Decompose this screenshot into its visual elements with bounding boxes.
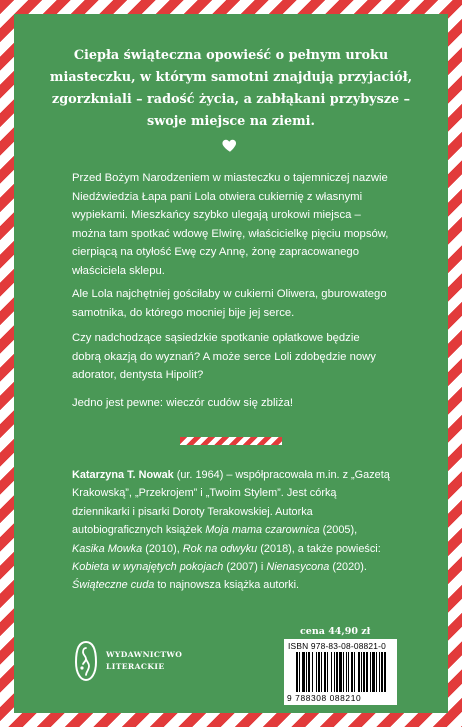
barcode-bar [312,652,313,692]
barcode-bar [336,652,338,692]
publisher-logo-icon [72,640,100,682]
description-paragraph: Jedno jest pewne: wieczór cudów się zbliża! [72,397,294,409]
bio-text: (ur. 1964) – współpracowała m.in. z „Gazetą Krakowską”, „Przekrojem” i „Twoim Stylem”. Jest córką dziennikarki i pisarki Doroty Terakowskiej. Autorka autobiograficznych książek [72,469,390,537]
barcode-bar [334,652,335,692]
barcode-bar [366,652,368,692]
barcode-bar [376,652,377,692]
barcode-bar [324,652,326,692]
barcode-bar [296,652,298,692]
barcode-bar [346,652,347,692]
book-title: Nienasycona [266,561,330,574]
book-title: Kasika Mowka [72,542,143,555]
publisher-name-line: LITERACKIE [106,662,165,671]
heart-icon [221,136,239,154]
striped-divider [180,437,282,445]
barcode-bar [361,652,362,692]
barcode-bar [343,652,344,692]
author-bio [72,466,390,595]
barcode-bar [358,652,360,692]
barcode-bar [363,652,365,692]
barcode-bar [384,652,386,692]
bio-text: (2010), [142,542,183,555]
barcode-bar [372,652,375,692]
bio-text: (2007) i [223,561,267,574]
barcode-bar [306,652,307,692]
barcode-bar [351,652,353,692]
bio-text: (2005), [319,524,358,537]
barcode-bar [302,652,305,692]
barcode-bar [318,652,320,692]
description-paragraph: Czy nadchodzące sąsiedzkie spotkanie opłatkowe będzie dobrą okazją do wyznań? A może serce Loli zdobędzie nowy adorator, dentysta Hipolit? [72,332,376,382]
barcode-bar [331,652,332,692]
barcode-bar [370,652,371,692]
barcode-bar [379,652,380,692]
publisher-block [72,640,222,680]
barcode-bar [327,652,328,692]
barcode-panel [284,639,397,705]
book-title: Świąteczne cuda [72,579,155,592]
description-paragraph: Przed Bożym Narodzeniem w miasteczku o tajemniczej nazwie Niedźwiedzia Łapa pani Lola otwiera cukiernię z własnymi wypiekami. Mieszkańcy szybko ulegają urokowi miejsca – można tam spotkać wdowę Elwirę, właścicielkę pięciu mopsów, cierpiącą na otyłość Ewę czy Annę, żonę zapracowanego właściciela sklepu. [72,172,389,277]
barcode-icon [296,652,394,692]
barcode-bar [354,652,355,692]
barcode-bar [339,652,342,692]
barcode-digits: 9 788308 088210 [287,693,362,703]
bio-text: to najnowsza książka autorki. [154,579,300,592]
barcode-bar [316,652,317,692]
blurb-text: Ciepła świąteczna opowieść o pełnym uroku miasteczku, w którym samotni znajdują przyjaciół, zgorzkniali – radość życia, a zabłąkani przybysze – swoje miejsce na ziemi. [49,48,413,129]
barcode-bar [381,652,383,692]
bio-text: (2018), a także powieści: [257,542,381,555]
barcode-bar [308,652,310,692]
barcode-bar [321,652,322,692]
barcode-bar [348,652,349,692]
isbn-text: ISBN 978-83-08-08821-0 [288,641,386,651]
book-title: Moja mama czarownica [205,524,320,537]
price-label: cena 44,90 zł [300,626,371,637]
bio-text: (2020). [329,561,367,574]
barcode-bar [299,652,300,692]
book-title: Rok na odwyku [182,542,258,555]
author-name: Katarzyna T. Nowak [72,469,174,481]
publisher-name [106,649,182,673]
book-title: Kobieta w wynajętych pokojach [72,561,224,574]
description-paragraph: Ale Lola najchętniej gościłaby w cukierni Oliwera, gburowatego samotnika, do którego mocniej bije jej serce. [72,288,387,319]
publisher-name-line: WYDAWNICTWO [106,650,183,659]
